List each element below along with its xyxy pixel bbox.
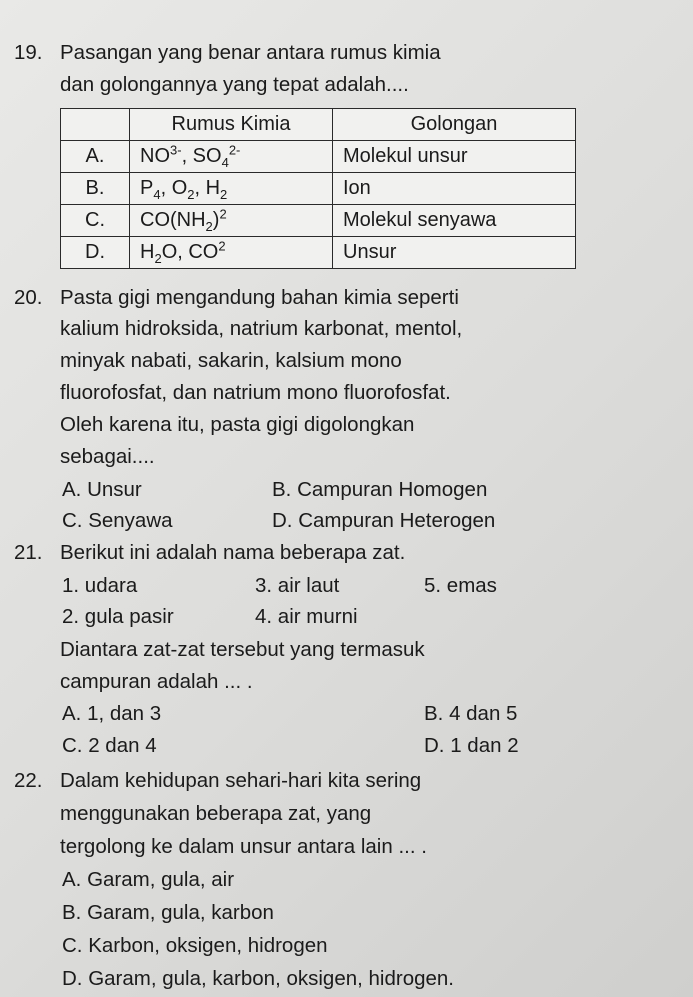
q21-question-line: campuran adalah ... . xyxy=(60,670,253,693)
table-row xyxy=(61,141,576,173)
q20-number: 20. xyxy=(14,286,43,309)
q22-option-c: C. Karbon, oksigen, hidrogen xyxy=(62,934,328,957)
q20-text-line: minyak nabati, sakarin, kalsium mono xyxy=(60,349,402,372)
q21-item: 4. air murni xyxy=(255,605,358,628)
q21-intro: Berikut ini adalah nama beberapa zat. xyxy=(60,541,406,564)
row-letter: A. xyxy=(61,141,130,173)
table-header-row xyxy=(61,109,576,141)
q22-number: 22. xyxy=(14,769,43,792)
q20-option-a: A. Unsur xyxy=(62,478,142,501)
row-formula: $H_2O$, $CO^2$ xyxy=(130,237,333,269)
q22-text-line: Dalam kehidupan sehari-hari kita sering xyxy=(60,769,422,792)
q20-option-c: C. Senyawa xyxy=(62,509,173,532)
row-formula: $P_4$, $O_2$, $H_2$ xyxy=(130,173,333,205)
table-row xyxy=(61,237,576,269)
row-letter: C. xyxy=(61,205,130,237)
q20-text-line: fluorofosfat, dan natrium mono fluorofosfat. xyxy=(60,381,451,404)
table-row xyxy=(61,205,576,237)
q19-text-line2: dan golongannya yang tepat adalah.... xyxy=(60,73,409,96)
row-group: Molekul unsur xyxy=(333,141,576,173)
q21-item: 2. gula pasir xyxy=(62,605,174,628)
q21-number: 21. xyxy=(14,541,43,564)
q19-number: 19. xyxy=(14,41,43,64)
q19-table xyxy=(60,108,576,269)
q22-option-d: D. Garam, gula, karbon, oksigen, hidrogen. xyxy=(62,967,454,990)
row-group: Ion xyxy=(333,173,576,205)
row-letter: B. xyxy=(61,173,130,205)
row-group: Molekul senyawa xyxy=(333,205,576,237)
row-group: Unsur xyxy=(333,237,576,269)
row-letter: D. xyxy=(61,237,130,269)
q22-option-b: B. Garam, gula, karbon xyxy=(62,901,274,924)
table-header-formula: Rumus Kimia xyxy=(130,109,333,141)
q21-item: 1. udara xyxy=(62,574,138,597)
q20-text-line: sebagai.... xyxy=(60,445,155,468)
table-header-blank xyxy=(61,109,130,141)
q20-option-d: D. Campuran Heterogen xyxy=(272,509,496,532)
q22-option-a: A. Garam, gula, air xyxy=(62,868,235,891)
q21-option-a: A. 1, dan 3 xyxy=(62,702,162,725)
q20-text-line: Pasta gigi mengandung bahan kimia seperti xyxy=(60,286,459,309)
table-header-group: Golongan xyxy=(333,109,576,141)
table-row xyxy=(61,173,576,205)
q21-item: 3. air laut xyxy=(255,574,340,597)
q21-option-c: C. 2 dan 4 xyxy=(62,734,157,757)
q19-text-line1: Pasangan yang benar antara rumus kimia xyxy=(60,41,441,64)
q22-text-line: tergolong ke dalam unsur antara lain ... . xyxy=(60,835,427,858)
q20-option-b: B. Campuran Homogen xyxy=(272,478,488,501)
q21-option-d: D. 1 dan 2 xyxy=(424,734,519,757)
q20-text-line: kalium hidroksida, natrium karbonat, mentol, xyxy=(60,317,463,340)
row-formula: $NO^{3-}$, $SO_4^{2-}$ xyxy=(130,141,333,173)
q21-option-b: B. 4 dan 5 xyxy=(424,702,518,725)
q21-item: 5. emas xyxy=(424,574,497,597)
q22-text-line: menggunakan beberapa zat, yang xyxy=(60,802,372,825)
q21-question-line: Diantara zat-zat tersebut yang termasuk xyxy=(60,638,425,661)
q20-text-line: Oleh karena itu, pasta gigi digolongkan xyxy=(60,413,415,436)
row-formula: $CO(NH_2)^2$ xyxy=(130,205,333,237)
